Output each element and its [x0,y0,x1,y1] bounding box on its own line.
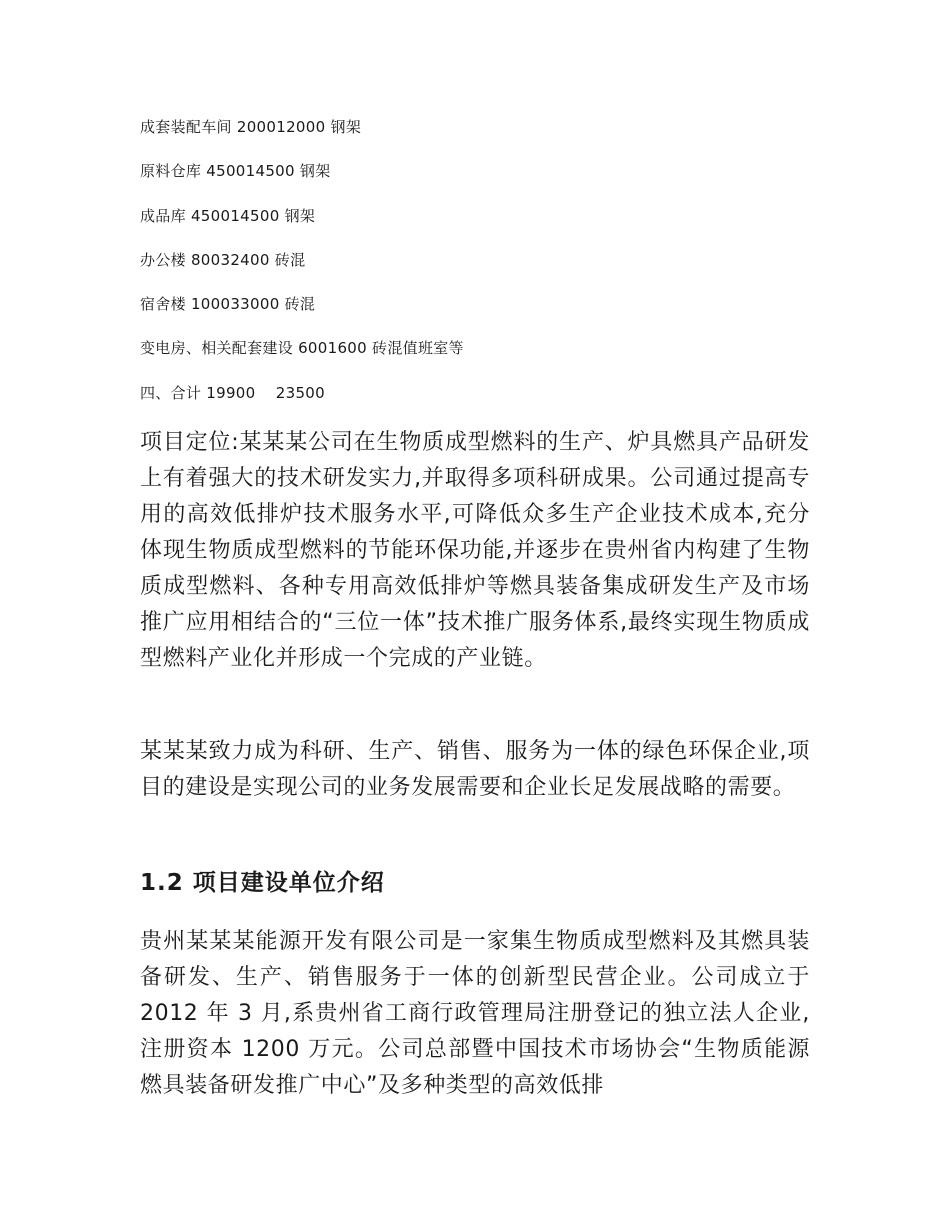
table-line-finished-goods-warehouse: 成品库 450014500 钢架 [140,206,316,225]
section-heading-block [140,868,810,898]
table-line-raw-material-warehouse: 原料仓库 450014500 钢架 [140,162,331,181]
intro-block [140,924,810,1104]
commitment-block [140,734,810,806]
positioning-block [140,425,810,677]
table-line-assembly-workshop: 成套装配车间 200012000 钢架 [140,118,362,136]
section-heading: 1.2 项目建设单位介绍 [140,870,385,896]
paragraph-company-commitment: 某某某致力成为科研、生产、销售、服务为一体的绿色环保企业,项目的建设是实现公司的业务发展需要和企业长足发展战略的需要。 [140,739,810,800]
table-line-dormitory: 宿舍楼 100033000 砖混 [140,295,316,314]
table-line-total: 四、合计 19900 23500 [140,383,325,402]
paragraph-company-intro: 贵州某某某能源开发有限公司是一家集生物质成型燃料及其燃具装备研发、生产、销售服务于一体的创新型民营企业。公司成立于 2012 年 3 月,系贵州省工商行政管理局注册登记的独立法人企业,注册资本 1200 万元。公司总部暨中国技术市场协会“生物质能源燃具装备研发推广中心”及多种类型的高效低排 [140,929,810,1098]
table-line-office-building: 办公楼 80032400 砖混 [140,250,306,269]
paragraph-project-positioning: 项目定位:某某某公司在生物质成型燃料的生产、炉具燃具产品研发上有着强大的技术研发实力,并取得多项科研成果。公司通过提高专用的高效低排炉技术服务水平,可降低众多生产企业技术成本,充分体现生物质成型燃料的节能环保功能,并逐步在贵州省内构建了生物质成型燃料、各种专用高效低排炉等燃具装备集成研发生产及市场推广应用相结合的“三位一体”技术推广服务体系,最终实现生物质成型燃料产业化并形成一个完成的产业链。 [140,430,810,671]
table-line-substation: 变电房、相关配套建设 6001600 砖混值班室等 [140,339,464,358]
building-table-text [140,116,810,426]
